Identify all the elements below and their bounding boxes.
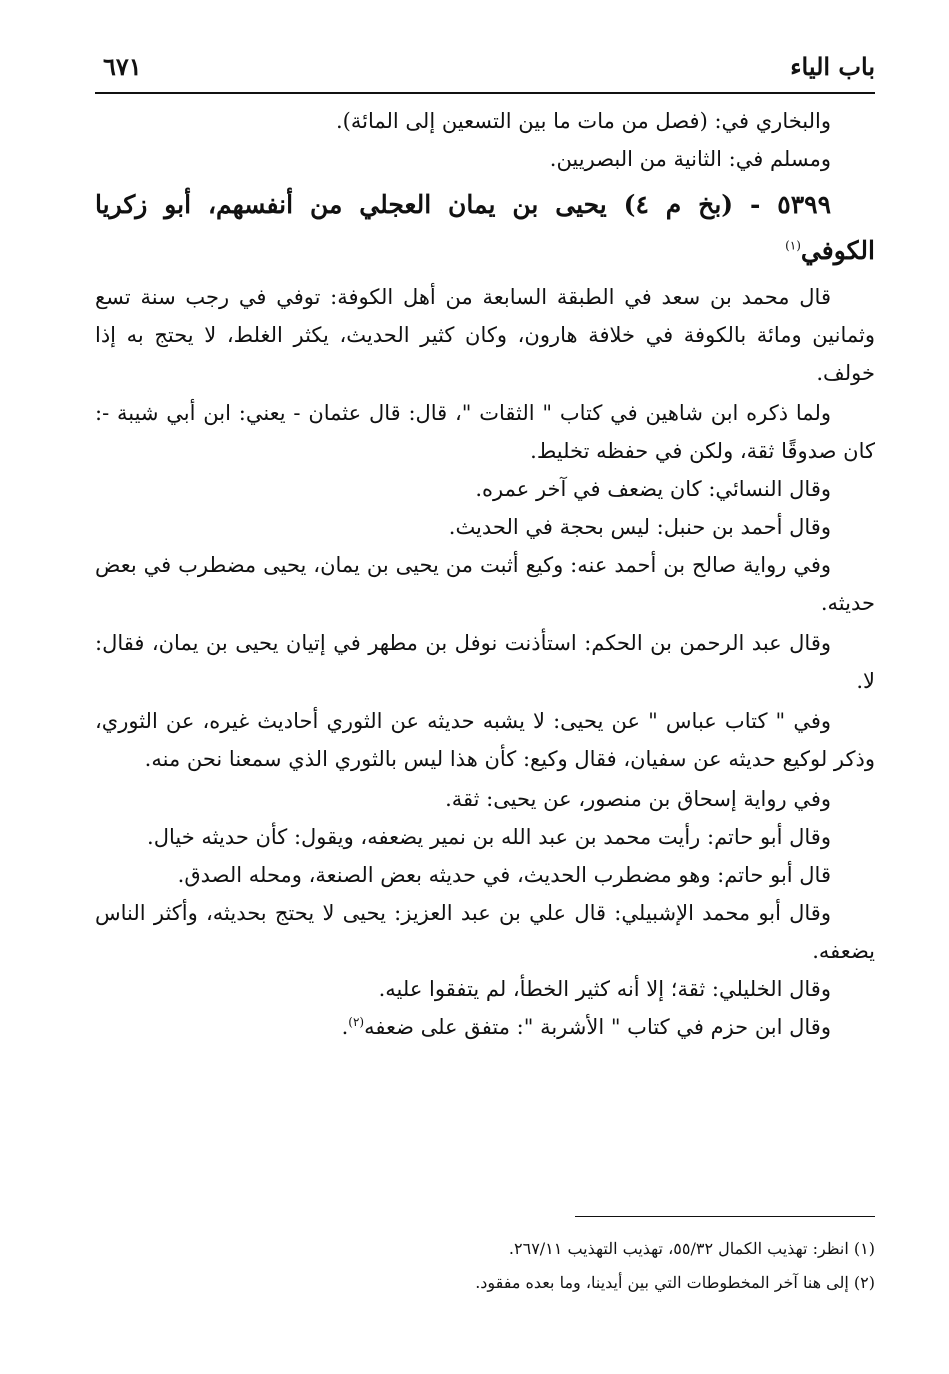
footnote-ref: (٢): [348, 1015, 365, 1029]
paragraph: قال محمد بن سعد في الطبقة السابعة من أهل الكوفة: توفي في رجب سنة تسع وثمانين ومائة بالكوفة في خلافة هارون، وكان كثير الحديث، يكثر الغلط، لا يحتج به إذا خولف.: [95, 285, 875, 385]
footnote-separator: [575, 1216, 875, 1217]
paragraph: وقال أبو محمد الإشبيلي: قال علي بن عبد العزيز: يحيى لا يحتج بحديثه، وأكثر الناس يضعفه.: [95, 901, 875, 963]
paragraph-end: .: [341, 1015, 349, 1039]
paragraph-text: وقال ابن حزم في كتاب " الأشربة ": متفق على ضعفه: [364, 1015, 831, 1039]
paragraph: وقال الخليلي: ثقة؛ إلا أنه كثير الخطأ، لم يتفقوا عليه.: [378, 977, 831, 1001]
paragraph: ولما ذكره ابن شاهين في كتاب " الثقات "، قال: قال عثمان - يعني: ابن أبي شيبة -: كان صدوقًا ثقة، ولكن في حفظه تخليط.: [95, 401, 875, 463]
book-page: [95, 40, 875, 1292]
chapter-title: باب الياء: [790, 52, 875, 81]
paragraph: والبخاري في: (فصل من مات ما بين التسعين إلى المائة).: [336, 109, 831, 133]
paragraph: وقال عبد الرحمن بن الحكم: استأذنت نوفل بن مطهر في إتيان يحيى بن يمان، فقال: لا.: [95, 631, 875, 693]
paragraph: وقال أبو حاتم: رأيت محمد بن عبد الله بن نمير يضعفه، ويقول: كأن حديثه خيال.: [147, 825, 831, 849]
paragraph: ومسلم في: الثانية من البصريين.: [549, 147, 831, 171]
paragraph: وقال أحمد بن حنبل: ليس بحجة في الحديث.: [448, 515, 831, 539]
footnotes: [95, 1232, 875, 1300]
paragraph: [95, 1008, 875, 1046]
paragraph: قال أبو حاتم: وهو مضطرب الحديث، في حديثه بعض الصنعة، ومحله الصدق.: [177, 863, 831, 887]
paragraph: وفي رواية إسحاق بن منصور، عن يحيى: ثقة.: [445, 787, 831, 811]
page-number: ٦٧١: [103, 52, 142, 81]
footnote: (١) انظر: تهذيب الكمال ٥٥/٣٢، تهذيب التهذيب ٢٦٧/١١.: [508, 1239, 875, 1258]
paragraph: وقال النسائي: كان يضعف في آخر عمره.: [475, 477, 831, 501]
paragraph: وفي " كتاب عباس " عن يحيى: لا يشبه حديثه عن الثوري أحاديث غيره، عن الثوري، وذكر لوكيع حديثه عن سفيان، فقال وكيع: كأن هذا ليس بالثوري الذي سمعنا نحن منه.: [95, 709, 875, 771]
page-header: [95, 40, 875, 94]
footnote-ref: (١): [785, 238, 801, 253]
footnote: (٢) إلى هنا آخر المخطوطات التي بين أيدينا، وما بعده مفقود.: [475, 1273, 875, 1292]
paragraph: وفي رواية صالح بن أحمد عنه: وكيع أثبت من يحيى بن يمان، يحيى مضطرب في بعض حديثه.: [95, 553, 875, 615]
entry-heading: [95, 182, 875, 274]
main-text: [95, 102, 875, 1046]
entry-heading-text: ٥٣٩٩ - (بخ م ٤) يحيى بن يمان العجلي من أنفسهم، أبو زكريا الكوفي: [95, 190, 875, 265]
